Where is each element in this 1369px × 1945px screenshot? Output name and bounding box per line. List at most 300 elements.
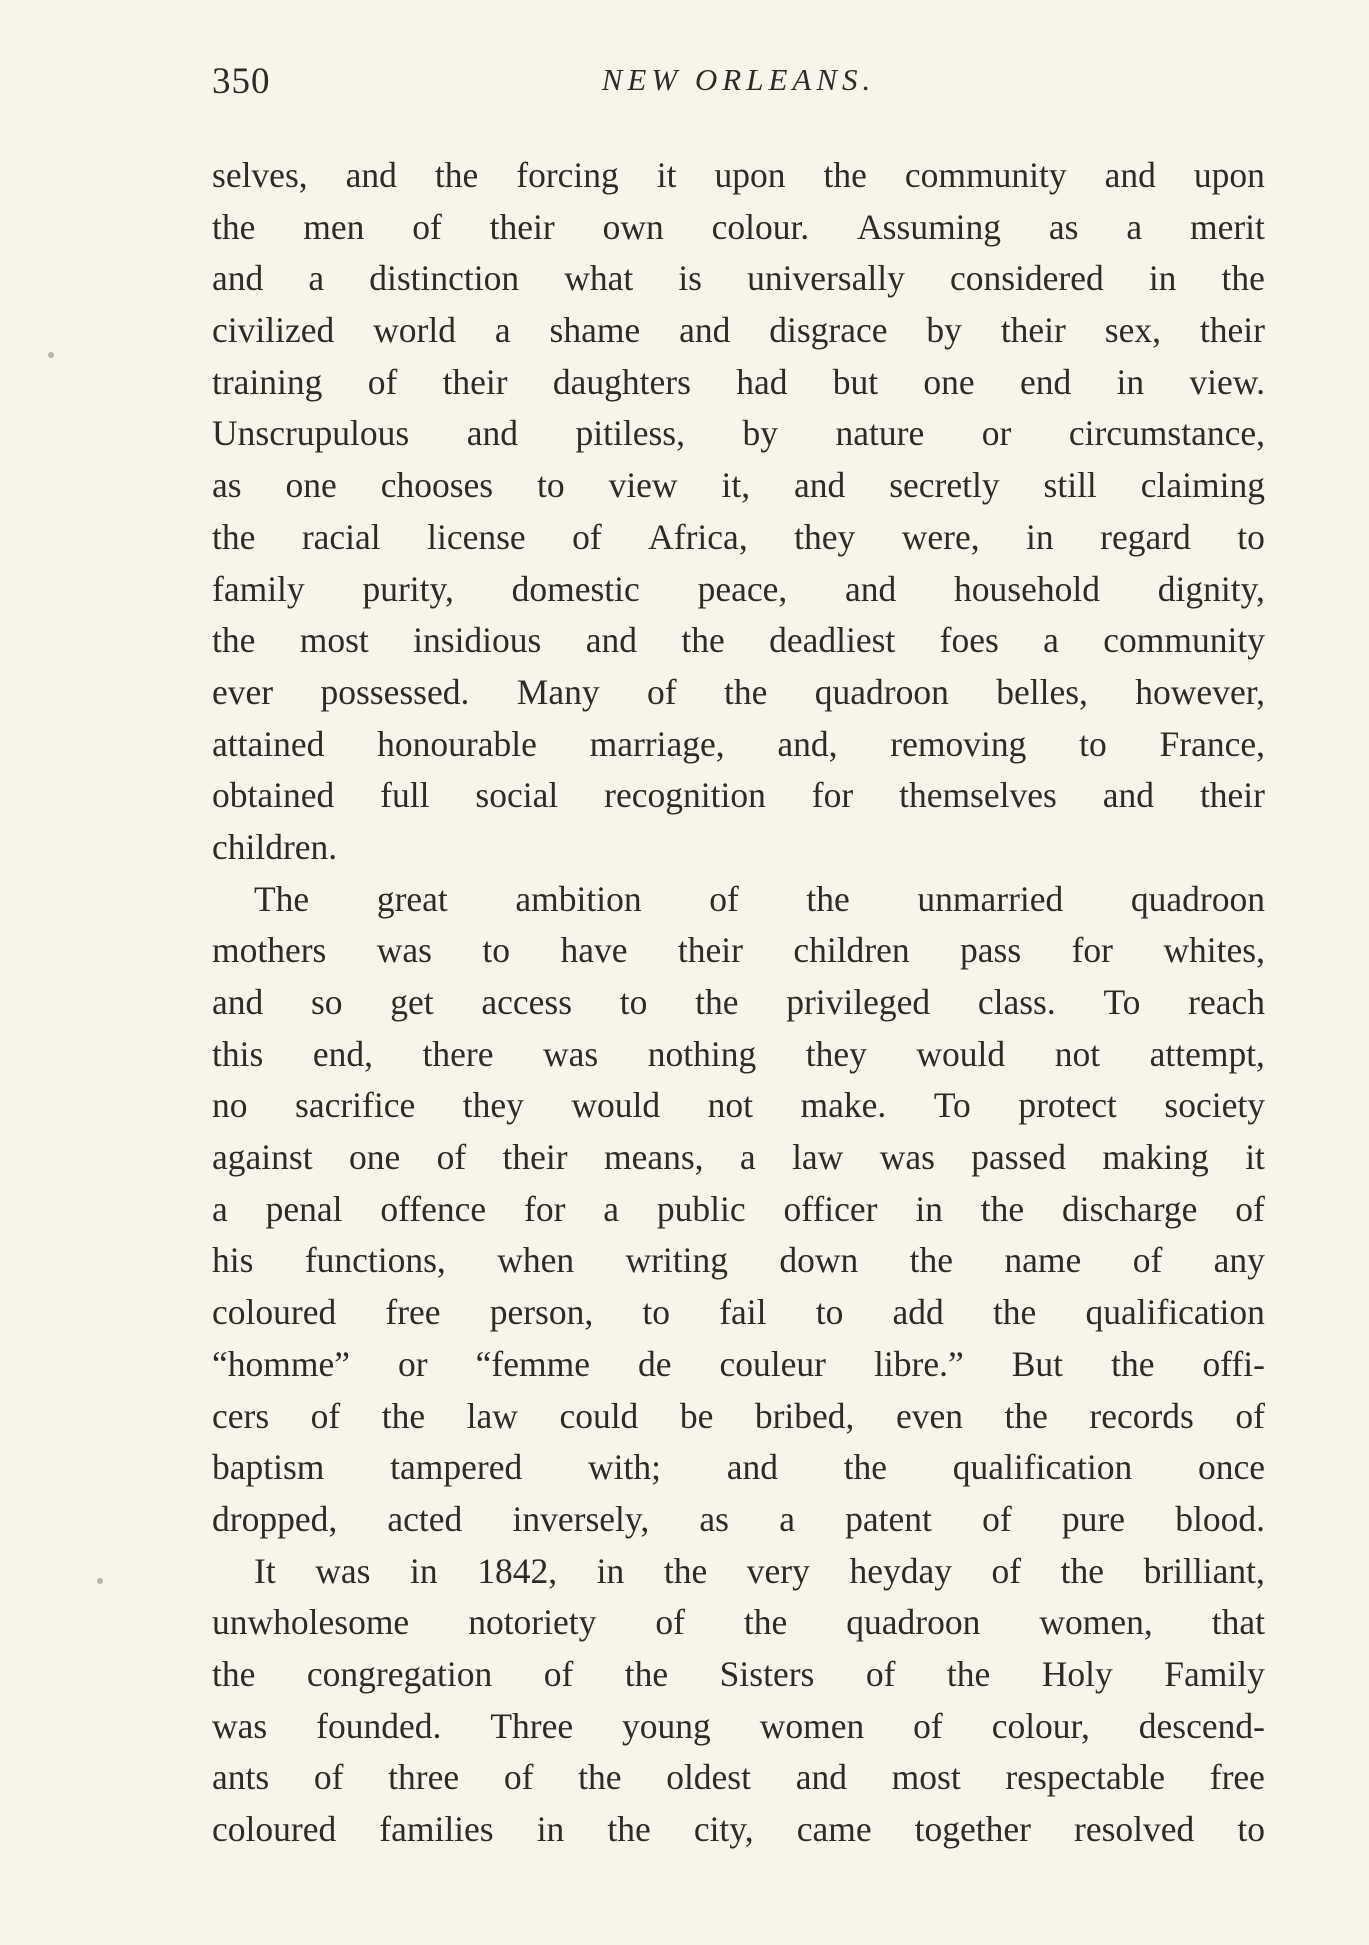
word: heyday [849, 1550, 952, 1591]
word: whites, [1163, 930, 1265, 971]
word: obtained [212, 775, 335, 816]
text-line [212, 719, 1265, 771]
word: disgrace [769, 310, 888, 351]
word: of [865, 1653, 896, 1694]
word: their [1199, 775, 1265, 816]
word: it [656, 155, 677, 195]
word: insidious [413, 620, 542, 661]
word: possessed. [320, 671, 470, 712]
word: nature [835, 413, 925, 454]
word: of [436, 1137, 467, 1178]
word: dignity, [1157, 568, 1265, 609]
word: no [212, 1085, 248, 1126]
word: couleur [719, 1343, 826, 1384]
word: to [1237, 516, 1265, 557]
word: marriage, [589, 723, 725, 764]
text-line [212, 1546, 1265, 1598]
word: offi- [1202, 1343, 1265, 1384]
word: one [348, 1137, 401, 1178]
word: a [739, 1137, 756, 1178]
word: was [376, 930, 432, 971]
word: of [982, 1498, 1012, 1539]
word: women [759, 1705, 865, 1746]
word: and [1104, 155, 1156, 195]
text-line [212, 1132, 1265, 1184]
word: and [795, 1757, 847, 1798]
word: the [946, 1653, 991, 1694]
word: would [916, 1033, 1006, 1074]
word: with; [587, 1447, 661, 1488]
word: was [315, 1550, 371, 1591]
word: removing [890, 723, 1027, 764]
word: means, [603, 1137, 704, 1178]
word: The [254, 878, 310, 919]
word: family [212, 568, 305, 609]
word: law [466, 1395, 518, 1436]
word: there [422, 1033, 494, 1074]
word: colour, [991, 1705, 1090, 1746]
word: oldest [666, 1757, 751, 1798]
word: de [638, 1343, 672, 1384]
word: writing [625, 1240, 729, 1281]
word: of [709, 878, 739, 919]
word: notoriety [468, 1602, 597, 1643]
word: their [489, 206, 555, 247]
word: foes [939, 620, 999, 661]
word: Africa, [648, 516, 748, 557]
text-line [212, 1391, 1265, 1443]
word: as [212, 465, 242, 506]
word: of [367, 361, 398, 402]
word: ever [212, 671, 274, 712]
word: qualification [1085, 1292, 1265, 1333]
word: women, [1039, 1602, 1153, 1643]
word: the [723, 671, 768, 712]
word: claiming [1140, 465, 1265, 506]
text-line [212, 408, 1265, 460]
word: they [805, 1033, 867, 1074]
word: get [390, 982, 434, 1022]
word: qualification [952, 1447, 1133, 1488]
word: had [736, 361, 788, 402]
word: in [915, 1188, 943, 1229]
word: the [212, 206, 256, 247]
word: the [1221, 258, 1265, 299]
text-line [212, 202, 1265, 254]
word: most [891, 1757, 961, 1798]
text-line [212, 564, 1265, 616]
word: the [695, 982, 739, 1022]
word: unmarried [917, 878, 1064, 919]
word: of [1235, 1188, 1265, 1229]
word: very [746, 1550, 810, 1591]
word: pass [960, 930, 1022, 971]
word: libre.” [874, 1343, 964, 1384]
word: belles, [996, 671, 1088, 712]
word: upon [1193, 155, 1265, 195]
text-line [212, 460, 1265, 512]
text-line [212, 1494, 1265, 1546]
text-line [212, 1597, 1265, 1649]
word: world [373, 310, 456, 351]
word: and [466, 413, 518, 454]
word: But [1011, 1343, 1064, 1384]
word: to [1237, 1809, 1265, 1849]
word: and [585, 620, 637, 661]
word: colour. [711, 206, 810, 247]
word: It [254, 1550, 276, 1591]
word: pure [1061, 1498, 1125, 1539]
text-line [212, 1649, 1265, 1701]
text-line [212, 1184, 1265, 1236]
word: the [624, 1653, 669, 1694]
text-line [212, 305, 1265, 357]
word: was [879, 1137, 935, 1178]
text-line [212, 770, 1265, 822]
word: access [481, 982, 573, 1022]
word: a [494, 310, 511, 351]
word: 1842, [477, 1550, 558, 1591]
word: secretly [889, 465, 1000, 506]
word: it, [721, 465, 751, 506]
text-line [212, 1339, 1265, 1391]
word: mothers [212, 930, 327, 971]
word: the [434, 155, 479, 195]
word: would [571, 1085, 661, 1126]
word: of [913, 1705, 943, 1746]
word: be [679, 1395, 714, 1436]
word: his [212, 1240, 254, 1281]
word: and [212, 258, 264, 299]
word: Three [490, 1705, 574, 1746]
word: of [543, 1653, 574, 1694]
word: and, [777, 723, 838, 764]
word: attempt, [1149, 1033, 1265, 1074]
word: of [1235, 1395, 1265, 1436]
word: is [678, 258, 702, 299]
word: respectable [1005, 1757, 1166, 1798]
body-text [212, 150, 1265, 1856]
word: Holy [1041, 1653, 1113, 1694]
word: the [992, 1292, 1037, 1333]
word: inversely, [512, 1498, 650, 1539]
word: Many [516, 671, 600, 712]
word: household [954, 568, 1100, 609]
word: chooses [380, 465, 494, 506]
word: tampered [390, 1447, 523, 1488]
word: the [663, 1550, 708, 1591]
word: unwholesome [212, 1602, 410, 1643]
text-line [212, 615, 1265, 667]
word: the [212, 620, 256, 661]
word: down [779, 1240, 859, 1281]
word: domestic [511, 568, 640, 609]
word: merit [1189, 206, 1265, 247]
word: social [475, 775, 559, 816]
word: patent [845, 1498, 932, 1539]
word: but [832, 361, 879, 402]
word: training [212, 361, 323, 402]
text-line [212, 977, 1265, 1029]
word: their [1199, 310, 1265, 351]
text-line [212, 1752, 1265, 1804]
word: a [779, 1498, 795, 1539]
word: resolved [1074, 1809, 1195, 1849]
word: “homme” [212, 1343, 350, 1384]
word: full [380, 775, 430, 816]
word: make. [800, 1085, 887, 1126]
word: the [578, 1757, 622, 1798]
word: quadroon [1130, 878, 1265, 919]
text-line [212, 1442, 1265, 1494]
word: the [212, 516, 256, 557]
word: founded. [316, 1705, 442, 1746]
word: was [542, 1033, 599, 1074]
word: coloured [212, 1292, 337, 1333]
word: upon [714, 155, 786, 195]
word: honourable [377, 723, 537, 764]
word: regard [1100, 516, 1191, 557]
text-line [212, 512, 1265, 564]
word: children [793, 930, 910, 971]
word: offence [380, 1188, 487, 1229]
word: own [602, 206, 664, 247]
word: and [1102, 775, 1155, 816]
word: of [655, 1602, 685, 1643]
word: a [308, 258, 325, 299]
page-number: 350 [212, 61, 271, 102]
word: great [376, 878, 448, 919]
word: have [560, 930, 628, 971]
word: officer [783, 1188, 878, 1229]
running-head [212, 60, 1265, 120]
word: most [299, 620, 369, 661]
word: records [1089, 1395, 1194, 1436]
word: they [794, 516, 856, 557]
word: their [442, 361, 508, 402]
word: forcing [516, 155, 619, 195]
word: this [212, 1033, 264, 1074]
word: and [345, 155, 397, 195]
word: class. [977, 982, 1056, 1022]
word: universally [747, 258, 905, 299]
word: France, [1159, 723, 1265, 764]
word: and [726, 1447, 778, 1488]
word: To [933, 1085, 971, 1126]
word: protect [1018, 1085, 1117, 1126]
word: daughters [552, 361, 691, 402]
word: sex, [1104, 310, 1161, 351]
word: public [656, 1188, 746, 1229]
word: any [1213, 1240, 1265, 1281]
word: acted [387, 1498, 463, 1539]
word: the [212, 1653, 256, 1694]
word: free [1209, 1757, 1265, 1798]
word: and [212, 982, 264, 1022]
word: in [596, 1550, 625, 1591]
word: they [462, 1085, 524, 1126]
word: the [381, 1395, 426, 1436]
text-line [212, 1287, 1265, 1339]
word: to [815, 1292, 844, 1333]
word: quadroon [814, 671, 949, 712]
word: view. [1189, 361, 1265, 402]
word: nothing [647, 1033, 757, 1074]
word: brilliant, [1143, 1550, 1265, 1591]
word: “femme [475, 1343, 590, 1384]
word: for [811, 775, 854, 816]
word: their [502, 1137, 568, 1178]
word: not [707, 1085, 754, 1126]
word: deadliest [769, 620, 896, 661]
word: To [1103, 982, 1141, 1022]
word: to [482, 930, 511, 971]
word: distinction [369, 258, 520, 299]
word: passed [971, 1137, 1066, 1178]
word: the [806, 878, 850, 919]
word: the [607, 1809, 651, 1849]
word: and [845, 568, 897, 609]
word: in [1116, 361, 1145, 402]
word: by [742, 413, 778, 454]
word: together [914, 1809, 1031, 1849]
word: Unscrupulous [212, 413, 410, 454]
word: of [310, 1395, 341, 1436]
word: still [1043, 465, 1097, 506]
word: of [647, 671, 677, 712]
running-title: NEW ORLEANS. [601, 62, 876, 97]
word: could [559, 1395, 639, 1436]
word: Sisters [719, 1653, 815, 1694]
word: that [1211, 1602, 1265, 1643]
word: to [1079, 723, 1107, 764]
word: however, [1135, 671, 1265, 712]
text-line [212, 357, 1265, 409]
word: themselves [899, 775, 1057, 816]
word: even [895, 1395, 963, 1436]
word: the [1111, 1343, 1155, 1384]
word: was [212, 1705, 268, 1746]
word: making [1102, 1137, 1209, 1178]
word: law [792, 1137, 844, 1178]
word: circumstance, [1068, 413, 1265, 454]
word: Family [1164, 1653, 1265, 1694]
word: in [1148, 258, 1177, 299]
word: the [743, 1602, 788, 1643]
word: men [303, 206, 365, 247]
word: one [923, 361, 975, 402]
text-line [212, 1804, 1265, 1856]
word: blood. [1175, 1498, 1265, 1539]
word: in [1026, 516, 1054, 557]
margin-speck [97, 1578, 103, 1584]
word: so [310, 982, 343, 1022]
word: to [537, 465, 565, 506]
word: for [1071, 930, 1113, 971]
word: pitiless, [575, 413, 685, 454]
word: community [904, 155, 1067, 195]
word: recognition [604, 775, 766, 816]
word: name [1004, 1240, 1082, 1281]
word: of [503, 1757, 534, 1798]
word: attained [212, 723, 325, 764]
word: of [412, 206, 442, 247]
word: Assuming [857, 206, 1002, 247]
word: city, [693, 1809, 754, 1849]
word: descend- [1138, 1705, 1265, 1746]
word: young [622, 1705, 711, 1746]
text-line: children. [212, 826, 338, 867]
text-line [212, 925, 1265, 977]
word: penal [265, 1188, 343, 1229]
text-line [212, 150, 1265, 202]
word: not [1054, 1033, 1101, 1074]
word: congregation [306, 1653, 493, 1694]
text-line [212, 874, 1265, 926]
word: what [564, 258, 634, 299]
word: ambition [515, 878, 642, 919]
text-line [212, 1080, 1265, 1132]
word: their [1000, 310, 1066, 351]
word: view [608, 465, 678, 506]
word: families [379, 1809, 494, 1849]
word: a [1043, 620, 1059, 661]
word: or [981, 413, 1012, 454]
word: quadroon [846, 1602, 981, 1643]
word: for [524, 1188, 566, 1229]
word: person, [489, 1292, 594, 1333]
word: fail [719, 1292, 767, 1333]
margin-speck [48, 352, 54, 358]
word: and [679, 310, 731, 351]
word: a [603, 1188, 620, 1229]
word: and [794, 465, 846, 506]
text-line [212, 253, 1265, 305]
word: their [677, 930, 743, 971]
word: coloured [212, 1809, 337, 1849]
word: racial [301, 516, 381, 557]
word: or [398, 1343, 428, 1384]
word: of [991, 1550, 1022, 1591]
word: were, [901, 516, 980, 557]
word: of [313, 1757, 344, 1798]
word: license [427, 516, 526, 557]
word: bribed, [754, 1395, 855, 1436]
word: add [892, 1292, 944, 1333]
word: end, [312, 1033, 373, 1074]
word: against [212, 1137, 313, 1178]
word: community [1103, 620, 1265, 661]
word: the [823, 155, 867, 195]
word: once [1197, 1447, 1265, 1488]
word: society [1164, 1085, 1265, 1126]
word: selves, [212, 155, 308, 195]
word: it [1245, 1137, 1265, 1178]
word: to [642, 1292, 671, 1333]
word: civilized [212, 310, 335, 351]
word: by [926, 310, 962, 351]
text-line [212, 667, 1265, 719]
text-line [212, 1235, 1265, 1287]
word: the [1060, 1550, 1105, 1591]
word: reach [1188, 982, 1265, 1022]
word: cers [212, 1395, 270, 1436]
word: sacrifice [295, 1085, 416, 1126]
word: of [1132, 1240, 1163, 1281]
word: to [619, 982, 648, 1022]
word: end [1019, 361, 1072, 402]
word: purity, [362, 568, 454, 609]
